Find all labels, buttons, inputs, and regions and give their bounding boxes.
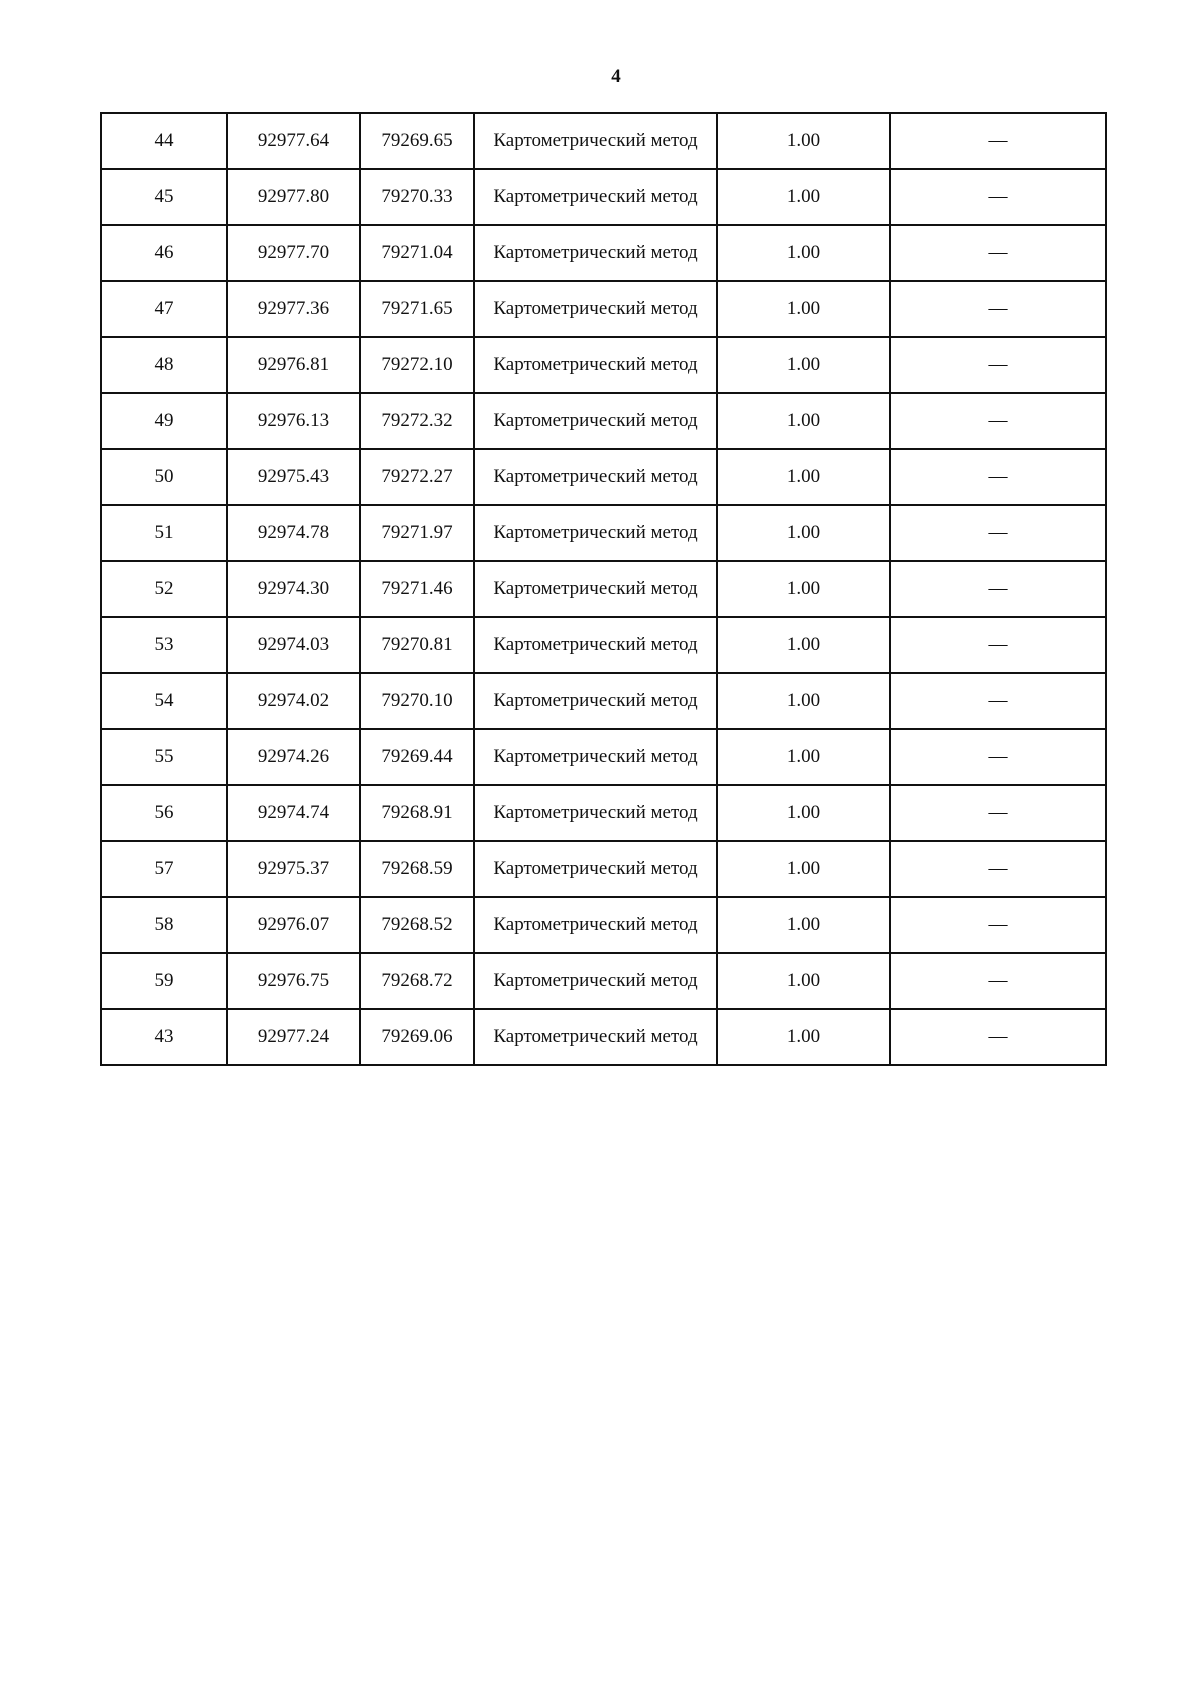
precision-cell: 1.00	[717, 1009, 890, 1065]
x-coordinate-cell: 92974.26	[227, 729, 360, 785]
point-number-cell: 44	[101, 113, 227, 169]
x-coordinate-cell: 92975.43	[227, 449, 360, 505]
table-row	[101, 505, 1106, 561]
x-coordinate-cell: 92976.07	[227, 897, 360, 953]
x-coordinate-cell: 92977.36	[227, 281, 360, 337]
description-cell: —	[890, 841, 1106, 897]
point-number-cell: 52	[101, 561, 227, 617]
method-cell: Картометрический метод	[474, 505, 717, 561]
precision-cell: 1.00	[717, 953, 890, 1009]
y-coordinate-cell: 79268.72	[360, 953, 474, 1009]
precision-cell: 1.00	[717, 729, 890, 785]
description-cell: —	[890, 169, 1106, 225]
precision-cell: 1.00	[717, 505, 890, 561]
table-row	[101, 449, 1106, 505]
precision-cell: 1.00	[717, 449, 890, 505]
precision-cell: 1.00	[717, 225, 890, 281]
y-coordinate-cell: 79271.65	[360, 281, 474, 337]
page-number: 4	[611, 66, 621, 87]
point-number-cell: 59	[101, 953, 227, 1009]
point-number-cell: 50	[101, 449, 227, 505]
y-coordinate-cell: 79270.81	[360, 617, 474, 673]
table-row	[101, 561, 1106, 617]
y-coordinate-cell: 79269.06	[360, 1009, 474, 1065]
y-coordinate-cell: 79270.10	[360, 673, 474, 729]
table-row	[101, 281, 1106, 337]
description-cell: —	[890, 561, 1106, 617]
method-cell: Картометрический метод	[474, 841, 717, 897]
y-coordinate-cell: 79268.52	[360, 897, 474, 953]
y-coordinate-cell: 79271.46	[360, 561, 474, 617]
y-coordinate-cell: 79272.10	[360, 337, 474, 393]
point-number-cell: 56	[101, 785, 227, 841]
description-cell: —	[890, 225, 1106, 281]
point-number-cell: 58	[101, 897, 227, 953]
table-row	[101, 113, 1106, 169]
method-cell: Картометрический метод	[474, 673, 717, 729]
method-cell: Картометрический метод	[474, 785, 717, 841]
precision-cell: 1.00	[717, 897, 890, 953]
method-cell: Картометрический метод	[474, 113, 717, 169]
table-row	[101, 225, 1106, 281]
precision-cell: 1.00	[717, 673, 890, 729]
x-coordinate-cell: 92977.64	[227, 113, 360, 169]
y-coordinate-cell: 79269.44	[360, 729, 474, 785]
point-number-cell: 45	[101, 169, 227, 225]
method-cell: Картометрический метод	[474, 897, 717, 953]
precision-cell: 1.00	[717, 617, 890, 673]
description-cell: —	[890, 617, 1106, 673]
y-coordinate-cell: 79271.04	[360, 225, 474, 281]
point-number-cell: 47	[101, 281, 227, 337]
x-coordinate-cell: 92974.30	[227, 561, 360, 617]
table-row	[101, 673, 1106, 729]
precision-cell: 1.00	[717, 113, 890, 169]
description-cell: —	[890, 897, 1106, 953]
method-cell: Картометрический метод	[474, 617, 717, 673]
table-row	[101, 729, 1106, 785]
point-number-cell: 57	[101, 841, 227, 897]
x-coordinate-cell: 92974.78	[227, 505, 360, 561]
x-coordinate-cell: 92974.03	[227, 617, 360, 673]
y-coordinate-cell: 79269.65	[360, 113, 474, 169]
description-cell: —	[890, 449, 1106, 505]
method-cell: Картометрический метод	[474, 281, 717, 337]
table-row	[101, 337, 1106, 393]
y-coordinate-cell: 79270.33	[360, 169, 474, 225]
x-coordinate-cell: 92976.81	[227, 337, 360, 393]
description-cell: —	[890, 1009, 1106, 1065]
y-coordinate-cell: 79272.32	[360, 393, 474, 449]
table-row	[101, 897, 1106, 953]
table-row	[101, 617, 1106, 673]
table-row	[101, 393, 1106, 449]
x-coordinate-cell: 92976.75	[227, 953, 360, 1009]
table-row	[101, 841, 1106, 897]
method-cell: Картометрический метод	[474, 729, 717, 785]
precision-cell: 1.00	[717, 393, 890, 449]
description-cell: —	[890, 113, 1106, 169]
method-cell: Картометрический метод	[474, 225, 717, 281]
precision-cell: 1.00	[717, 281, 890, 337]
coordinates-table	[100, 112, 1107, 1066]
table-row	[101, 169, 1106, 225]
method-cell: Картометрический метод	[474, 169, 717, 225]
description-cell: —	[890, 673, 1106, 729]
method-cell: Картометрический метод	[474, 1009, 717, 1065]
y-coordinate-cell: 79271.97	[360, 505, 474, 561]
x-coordinate-cell: 92977.24	[227, 1009, 360, 1065]
method-cell: Картометрический метод	[474, 337, 717, 393]
x-coordinate-cell: 92974.74	[227, 785, 360, 841]
description-cell: —	[890, 729, 1106, 785]
method-cell: Картометрический метод	[474, 953, 717, 1009]
x-coordinate-cell: 92974.02	[227, 673, 360, 729]
y-coordinate-cell: 79272.27	[360, 449, 474, 505]
description-cell: —	[890, 337, 1106, 393]
description-cell: —	[890, 281, 1106, 337]
description-cell: —	[890, 953, 1106, 1009]
precision-cell: 1.00	[717, 561, 890, 617]
point-number-cell: 48	[101, 337, 227, 393]
point-number-cell: 49	[101, 393, 227, 449]
point-number-cell: 53	[101, 617, 227, 673]
table-row	[101, 953, 1106, 1009]
x-coordinate-cell: 92976.13	[227, 393, 360, 449]
table-row	[101, 785, 1106, 841]
precision-cell: 1.00	[717, 785, 890, 841]
point-number-cell: 51	[101, 505, 227, 561]
precision-cell: 1.00	[717, 841, 890, 897]
table-row	[101, 1009, 1106, 1065]
method-cell: Картометрический метод	[474, 393, 717, 449]
point-number-cell: 55	[101, 729, 227, 785]
precision-cell: 1.00	[717, 337, 890, 393]
x-coordinate-cell: 92977.80	[227, 169, 360, 225]
description-cell: —	[890, 785, 1106, 841]
description-cell: —	[890, 505, 1106, 561]
method-cell: Картометрический метод	[474, 561, 717, 617]
point-number-cell: 43	[101, 1009, 227, 1065]
y-coordinate-cell: 79268.91	[360, 785, 474, 841]
precision-cell: 1.00	[717, 169, 890, 225]
y-coordinate-cell: 79268.59	[360, 841, 474, 897]
point-number-cell: 54	[101, 673, 227, 729]
description-cell: —	[890, 393, 1106, 449]
point-number-cell: 46	[101, 225, 227, 281]
method-cell: Картометрический метод	[474, 449, 717, 505]
x-coordinate-cell: 92975.37	[227, 841, 360, 897]
coordinates-table-body	[101, 113, 1106, 1065]
x-coordinate-cell: 92977.70	[227, 225, 360, 281]
